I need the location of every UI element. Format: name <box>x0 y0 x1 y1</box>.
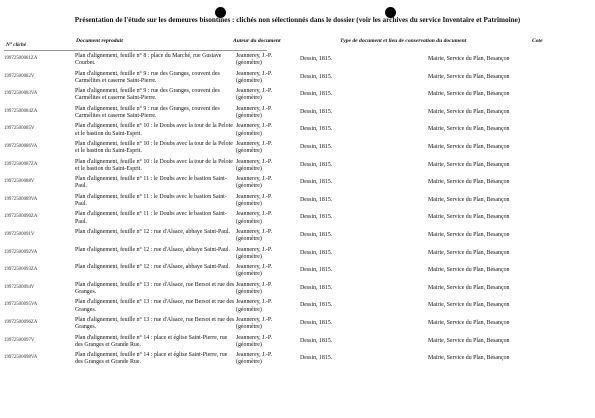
table-row <box>0 122 595 140</box>
header-rule <box>4 50 267 51</box>
cell-type: Dessin, 1815. <box>300 179 333 186</box>
cell-auteur: Jeannerey, J.-P. (géomètre) <box>236 53 272 67</box>
table-row <box>0 105 595 123</box>
cell-document: Plan d'alignement, feuille n° 13 : rue d'Alsace, rue Bersot et rue des Granges. <box>75 299 235 313</box>
cell-num-cliche: 19972500091V <box>4 231 35 237</box>
cell-document: Plan d'alignement, feuille n° 9 : rue des Granges, couvent des Carmélites et caserne Saint-Pierre. <box>75 105 220 119</box>
cell-num-cliche: 19972500096ZA <box>4 319 38 325</box>
cell-auteur: Jeannerey, J.-P. (géomètre) <box>236 88 272 102</box>
cell-auteur: Jeannerey, J.-P. (géomètre) <box>236 105 272 119</box>
cell-document: Plan d'alignement, feuille n° 8 : place du Marché, rue Gustave Courbet. <box>75 53 222 67</box>
cell-auteur: Jeannerey, J.-P. (géomètre) <box>236 228 272 243</box>
table-row <box>0 298 595 316</box>
cell-auteur: Jeannerey, J.-P. (géomètre) <box>236 334 272 348</box>
cell-num-cliche: 19972500088V <box>4 179 35 185</box>
cell-document: Plan d'alignement, feuille n° 11 : le Doubs avec le bastion Saint-Paul. <box>75 211 227 225</box>
table-row <box>0 52 595 70</box>
cell-document: Plan d'alignement, feuille n° 11 : le Doubs avec le bastion Saint-Paul. <box>75 176 227 190</box>
table-row <box>0 70 595 88</box>
cell-num-cliche: 19972500087ZA <box>4 161 38 167</box>
cell-num-cliche: 19972500084ZA <box>4 108 38 114</box>
cell-type: Dessin, 1815. <box>300 337 333 344</box>
table-row <box>0 351 595 369</box>
cell-document: Plan d'alignement, feuille n° 10 : le Doubs avec la tour de la Pelote et le bastion du Saint-Esprit. <box>75 123 233 137</box>
cell-document: Plan d'alignement, feuille n° 12 : rue d'Alsace, abbaye Saint-Paul. <box>75 264 230 271</box>
cell-lieu-conservation: Mairie, Service du Plan, Besançon <box>428 161 510 168</box>
table-row <box>0 87 595 105</box>
cell-type: Dessin, 1815. <box>300 91 333 98</box>
cell-lieu-conservation: Mairie, Service du Plan, Besançon <box>428 91 510 98</box>
table-row <box>0 140 595 158</box>
cell-type: Dessin, 1815. <box>300 108 333 115</box>
cell-lieu-conservation: Mairie, Service du Plan, Besançon <box>428 126 510 133</box>
cell-lieu-conservation: Mairie, Service du Plan, Besançon <box>428 214 510 221</box>
cell-document: Plan d'alignement, feuille n° 14 : place et église Saint-Pierre, rue des Granges et Grande Rue. <box>75 334 228 348</box>
cell-document: Plan d'alignement, feuille n° 13 : rue d'Alsace, rue Bersot et rue des Granges. <box>75 316 235 331</box>
cell-type: Dessin, 1815. <box>300 355 333 362</box>
cell-document: Plan d'alignement, feuille n° 9 : rue des Granges, couvent des Carmélites et caserne Saint-Pierre. <box>75 70 220 84</box>
cell-auteur: Jeannerey, J.-P. (géomètre) <box>236 140 272 155</box>
cell-lieu-conservation: Mairie, Service du Plan, Besançon <box>428 284 510 291</box>
cell-num-cliche: 19972500094V <box>4 284 35 290</box>
cell-auteur: Jeannerey, J.-P. (géomètre) <box>236 158 272 172</box>
header-auteur: Auteur du document <box>233 38 281 44</box>
cell-lieu-conservation: Mairie, Service du Plan, Besançon <box>428 56 510 62</box>
cell-type: Dessin, 1815. <box>300 73 333 80</box>
table-row <box>0 228 595 246</box>
cell-auteur: Jeannerey, J.-P. (géomètre) <box>236 70 272 84</box>
cell-auteur: Jeannerey, J.-P. (géomètre) <box>236 299 272 313</box>
cell-num-cliche: 19972500093ZA <box>4 267 38 273</box>
cell-lieu-conservation: Mairie, Service du Plan, Besançon <box>428 73 510 80</box>
cell-auteur: Jeannerey, J.-P. (géomètre) <box>236 123 272 137</box>
cell-lieu-conservation: Mairie, Service du Plan, Besançon <box>428 231 510 238</box>
cell-num-cliche: 19972500081ZA <box>4 56 38 61</box>
cell-lieu-conservation: Mairie, Service du Plan, Besançon <box>428 249 510 256</box>
cell-lieu-conservation: Mairie, Service du Plan, Besançon <box>428 108 510 115</box>
cell-auteur: Jeannerey, J.-P. (géomètre) <box>236 193 272 207</box>
cell-lieu-conservation: Mairie, Service du Plan, Besançon <box>428 143 510 150</box>
cell-type: Dessin, 1815. <box>300 196 333 203</box>
cell-auteur: Jeannerey, J.-P. (géomètre) <box>236 246 272 260</box>
table-row <box>0 263 595 281</box>
table-body <box>0 52 595 369</box>
table-row <box>0 316 595 334</box>
header-document: Document reproduit <box>76 38 123 44</box>
header-num-cliche: N° cliché <box>6 42 27 48</box>
cell-num-cliche: 19972500086VA <box>4 143 38 149</box>
cell-lieu-conservation: Mairie, Service du Plan, Besançon <box>428 267 510 274</box>
cell-document: Plan d'alignement, feuille n° 12 : rue d'Alsace, abbaye Saint-Paul. <box>75 246 230 253</box>
cell-num-cliche: 19972500098VA <box>4 355 38 361</box>
cell-document: Plan d'alignement, feuille n° 14 : place et église Saint-Pierre, rue des Granges et Grande Rue. <box>75 352 228 366</box>
cell-document: Plan d'alignement, feuille n° 11 : le Doubs avec le bastion Saint-Paul. <box>75 193 227 207</box>
cell-num-cliche: 19972500090ZA <box>4 214 38 220</box>
cell-auteur: Jeannerey, J.-P. (géomètre) <box>236 176 272 190</box>
table-row <box>0 334 595 352</box>
cell-num-cliche: 19972500095VA <box>4 302 38 308</box>
cell-type: Dessin, 1815. <box>300 231 333 238</box>
cell-type: Dessin, 1815. <box>300 143 333 150</box>
cell-type: Dessin, 1815. <box>300 284 333 291</box>
cell-auteur: Jeannerey, J.-P. (géomètre) <box>236 352 272 366</box>
cell-num-cliche: 19972500085V <box>4 126 35 132</box>
table-row <box>0 175 595 193</box>
cell-auteur: Jeannerey, J.-P. (géomètre) <box>236 211 272 225</box>
cell-auteur: Jeannerey, J.-P. (géomètre) <box>236 316 272 331</box>
table-row <box>0 158 595 176</box>
cell-num-cliche: 19972500089VA <box>4 196 38 202</box>
header-cote: Cote <box>532 38 543 44</box>
table-row <box>0 246 595 264</box>
table-row <box>0 281 595 299</box>
cell-document: Plan d'alignement, feuille n° 10 : le Doubs avec la tour de la Pelote et le bastion du Saint-Esprit. <box>75 140 233 155</box>
cell-num-cliche: 19972500083VA <box>4 91 38 97</box>
page-title: Présentation de l'étude sur les demeures bisontines : clichés non sélectionnés dans le dossier (voir les archives du service Inventaire et Patrimoine) <box>74 16 521 24</box>
header-type-lieu: Type de document et lieu de conservation du document <box>340 38 467 44</box>
cell-type: Dessin, 1815. <box>300 214 333 221</box>
cell-auteur: Jeannerey, J.-P. (géomètre) <box>236 281 272 295</box>
cell-type: Dessin, 1815. <box>300 302 333 309</box>
cell-lieu-conservation: Mairie, Service du Plan, Besançon <box>428 319 510 326</box>
cell-document: Plan d'alignement, feuille n° 10 : le Doubs avec la tour de la Pelote et le bastion du Saint-Esprit. <box>75 158 233 172</box>
cell-type: Dessin, 1815. <box>300 319 333 326</box>
cell-lieu-conservation: Mairie, Service du Plan, Besançon <box>428 179 510 186</box>
cell-num-cliche: 19972500082V <box>4 73 35 79</box>
cell-lieu-conservation: Mairie, Service du Plan, Besançon <box>428 337 510 344</box>
cell-type: Dessin, 1815. <box>300 56 333 62</box>
cell-lieu-conservation: Mairie, Service du Plan, Besançon <box>428 196 510 203</box>
cell-auteur: Jeannerey, J.-P. (géomètre) <box>236 264 272 278</box>
cell-lieu-conservation: Mairie, Service du Plan, Besançon <box>428 302 510 309</box>
cell-document: Plan d'alignement, feuille n° 12 : rue d'Alsace, abbaye Saint-Paul. <box>75 228 230 235</box>
table-row <box>0 210 595 228</box>
cell-type: Dessin, 1815. <box>300 126 333 133</box>
cell-document: Plan d'alignement, feuille n° 13 : rue d'Alsace, rue Bersot et rue des Granges. <box>75 281 235 295</box>
table-row <box>0 193 595 211</box>
cell-lieu-conservation: Mairie, Service du Plan, Besançon <box>428 355 510 362</box>
cell-type: Dessin, 1815. <box>300 249 333 256</box>
cell-type: Dessin, 1815. <box>300 161 333 168</box>
cell-num-cliche: 19972500097V <box>4 337 35 343</box>
cell-type: Dessin, 1815. <box>300 267 333 274</box>
cell-num-cliche: 19972500092VA <box>4 249 38 255</box>
cell-document: Plan d'alignement, feuille n° 9 : rue des Granges, couvent des Carmélites et caserne Saint-Pierre. <box>75 88 220 102</box>
